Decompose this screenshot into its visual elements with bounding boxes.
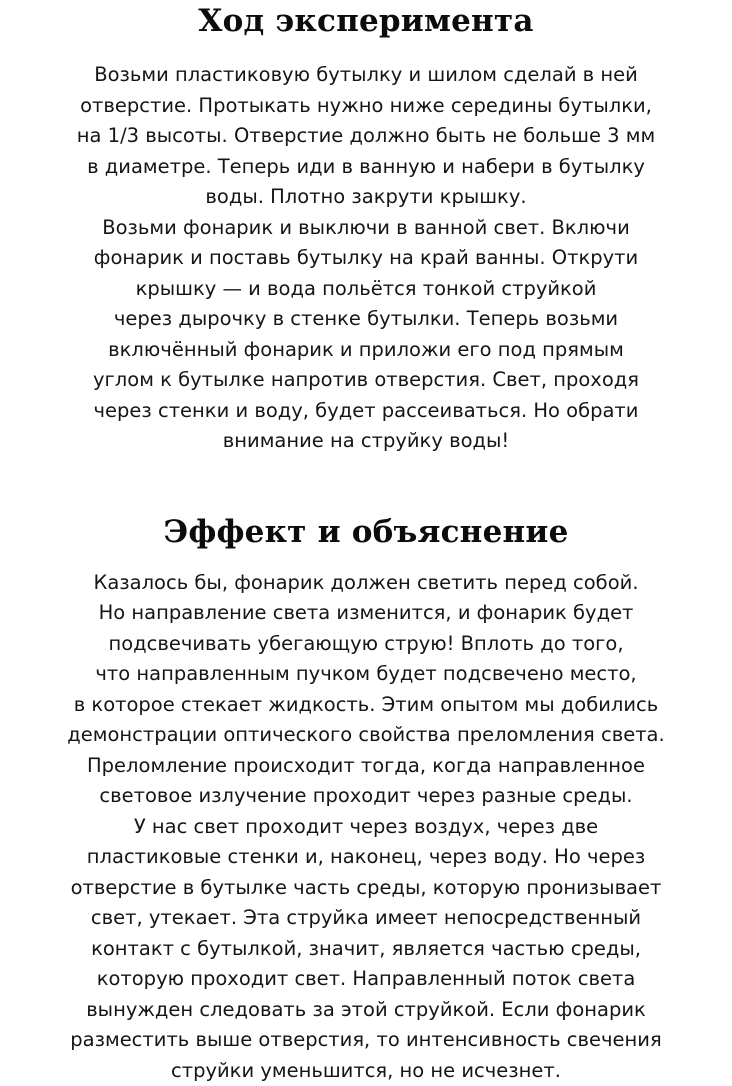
text-line: в которое стекает жидкость. Этим опытом мы добились bbox=[6, 690, 726, 721]
text-line: демонстрации оптического свойства преломления света. bbox=[6, 720, 726, 751]
explanation-text bbox=[6, 568, 726, 1086]
text-line: крышку — и вода польётся тонкой струйкой bbox=[6, 274, 726, 305]
text-line: углом к бутылке напротив отверстия. Свет, проходя bbox=[6, 365, 726, 396]
text-line: Преломление происходит тогда, когда направленное bbox=[6, 751, 726, 782]
text-line: струйки уменьшится, но не исчезнет. bbox=[6, 1056, 726, 1086]
text-line: на 1/3 высоты. Отверстие должно быть не больше 3 мм bbox=[6, 121, 726, 152]
text-line: У нас свет проходит через воздух, через две bbox=[6, 812, 726, 843]
text-line: Возьми пластиковую бутылку и шилом сделай в ней bbox=[6, 60, 726, 91]
text-line: вынужден следовать за этой струйкой. Если фонарик bbox=[6, 995, 726, 1026]
text-line: Возьми фонарик и выключи в ванной свет. Включи bbox=[6, 213, 726, 244]
text-line: воды. Плотно закрути крышку. bbox=[6, 182, 726, 213]
text-line: отверстие. Протыкать нужно ниже середины бутылки, bbox=[6, 91, 726, 122]
explanation-heading: Эффект и объяснение bbox=[6, 513, 726, 551]
text-line: фонарик и поставь бутылку на край ванны. Открути bbox=[6, 243, 726, 274]
text-line: отверстие в бутылке часть среды, которую пронизывает bbox=[6, 873, 726, 904]
experiment-text bbox=[6, 60, 726, 457]
text-line: пластиковые стенки и, наконец, через воду. Но через bbox=[6, 842, 726, 873]
experiment-heading: Ход эксперимента bbox=[6, 0, 726, 40]
text-line: что направленным пучком будет подсвечено место, bbox=[6, 659, 726, 690]
text-line: Казалось бы, фонарик должен светить перед собой. bbox=[6, 568, 726, 599]
text-line: в диаметре. Теперь иди в ванную и набери в бутылку bbox=[6, 152, 726, 183]
text-line: контакт с бутылкой, значит, является частью среды, bbox=[6, 934, 726, 965]
text-line: свет, утекает. Эта струйка имеет непосредственный bbox=[6, 903, 726, 934]
text-line: включённый фонарик и приложи его под прямым bbox=[6, 335, 726, 366]
text-line: которую проходит свет. Направленный поток света bbox=[6, 964, 726, 995]
text-line: Но направление света изменится, и фонарик будет bbox=[6, 598, 726, 629]
text-line: световое излучение проходит через разные среды. bbox=[6, 781, 726, 812]
text-line: разместить выше отверстия, то интенсивность свечения bbox=[6, 1025, 726, 1056]
text-line: внимание на струйку воды! bbox=[6, 426, 726, 457]
text-line: подсвечивать убегающую струю! Вплоть до того, bbox=[6, 629, 726, 660]
text-line: через дырочку в стенке бутылки. Теперь возьми bbox=[6, 304, 726, 335]
text-line: через стенки и воду, будет рассеиваться. Но обрати bbox=[6, 396, 726, 427]
